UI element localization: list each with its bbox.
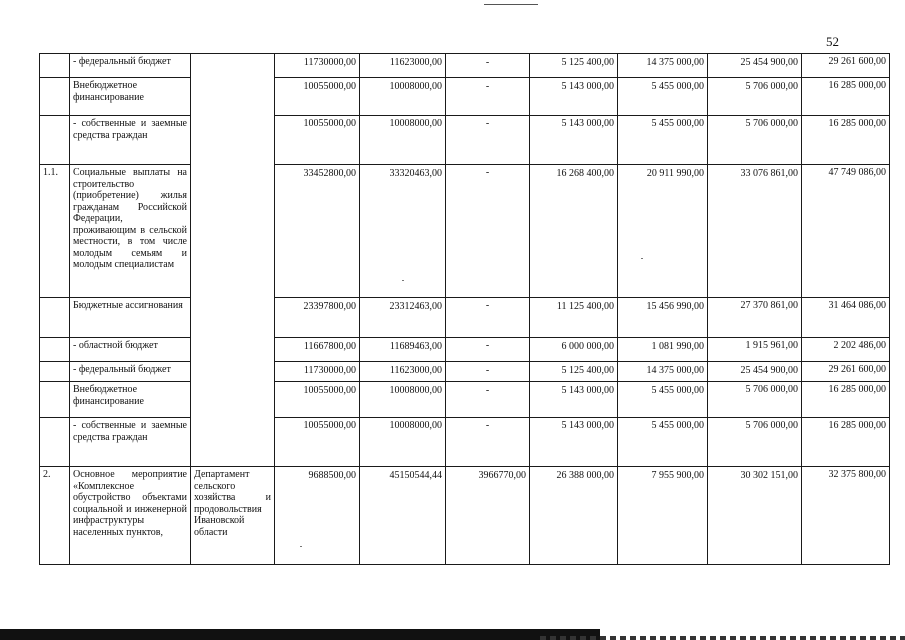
- value-2020: 47 749 086,00: [802, 165, 890, 298]
- table-row: [40, 78, 890, 116]
- row-index: [40, 362, 70, 382]
- value-2015: 10008000,00: [360, 116, 446, 165]
- value-2016: -: [446, 116, 530, 165]
- value-2018: 7 955 900,00: [618, 467, 708, 565]
- value-2014: 9688500,00: [275, 467, 360, 565]
- value-2016: -: [446, 78, 530, 116]
- value-2015: 10008000,00: [360, 418, 446, 467]
- table-row: [40, 418, 890, 467]
- value-2019: 25 454 900,00: [708, 54, 802, 78]
- value-2015: 45150544,44: [360, 467, 446, 565]
- value-2017: 11 125 400,00: [530, 298, 618, 338]
- row-index: [40, 298, 70, 338]
- top-rule: [484, 4, 538, 5]
- table-row: [40, 298, 890, 338]
- table-row: [40, 467, 890, 565]
- budget-table: [39, 53, 890, 565]
- value-2020: 2 202 486,00: [802, 338, 890, 362]
- value-2017: 5 125 400,00: [530, 54, 618, 78]
- value-2020: 29 261 600,00: [802, 362, 890, 382]
- value-2015: 11623000,00: [360, 362, 446, 382]
- value-2016: 3966770,00: [446, 467, 530, 565]
- row-index: [40, 54, 70, 78]
- row-label: Бюджетные ассигнования: [70, 298, 191, 338]
- value-2014: 10055000,00: [275, 78, 360, 116]
- value-2015: 23312463,00: [360, 298, 446, 338]
- value-2016: -: [446, 165, 530, 298]
- row-label: Внебюджетное финансирование: [70, 382, 191, 418]
- table-row: [40, 165, 890, 298]
- value-2019: 25 454 900,00: [708, 362, 802, 382]
- value-2016: -: [446, 418, 530, 467]
- value-2019: 27 370 861,00: [708, 298, 802, 338]
- value-2014: 11730000,00: [275, 54, 360, 78]
- row-label: - собственные и заемные средства граждан: [70, 116, 191, 165]
- page-number: 52: [826, 34, 839, 49]
- value-2019: 5 706 000,00: [708, 116, 802, 165]
- value-2019: 5 706 000,00: [708, 418, 802, 467]
- value-2016: -: [446, 338, 530, 362]
- row-label: Социальные выплаты на строительство (приобретение) жилья гражданам Российской Федерации, проживающим в сельской местности, в том числе молодым семьям и молодым специалистам: [70, 165, 191, 298]
- value-2016: -: [446, 362, 530, 382]
- value-2015: 11623000,00: [360, 54, 446, 78]
- value-2018: 14 375 000,00: [618, 54, 708, 78]
- row-index: [40, 418, 70, 467]
- value-2015: 33320463,00: [360, 165, 446, 298]
- row-index: 1.1.: [40, 165, 70, 298]
- scan-speck: [641, 258, 643, 259]
- value-2014: 11667800,00: [275, 338, 360, 362]
- value-2017: 16 268 400,00: [530, 165, 618, 298]
- value-2017: 5 143 000,00: [530, 78, 618, 116]
- value-2018: 5 455 000,00: [618, 418, 708, 467]
- value-2016: -: [446, 54, 530, 78]
- table-row: [40, 54, 890, 78]
- executor-cell: [191, 54, 275, 467]
- value-2017: 5 143 000,00: [530, 382, 618, 418]
- value-2020: 16 285 000,00: [802, 382, 890, 418]
- value-2020: 31 464 086,00: [802, 298, 890, 338]
- scan-edge-bar: [0, 629, 600, 640]
- value-2019: 5 706 000,00: [708, 78, 802, 116]
- value-2019: 1 915 961,00: [708, 338, 802, 362]
- value-2018: 15 456 990,00: [618, 298, 708, 338]
- value-2015: 10008000,00: [360, 78, 446, 116]
- value-2016: -: [446, 382, 530, 418]
- row-label: - федеральный бюджет: [70, 54, 191, 78]
- row-index: 2.: [40, 467, 70, 565]
- value-2016: -: [446, 298, 530, 338]
- value-2017: 5 143 000,00: [530, 418, 618, 467]
- value-2017: 5 143 000,00: [530, 116, 618, 165]
- executor-cell: Департамент сельского хозяйства и продовольствия Ивановской области: [191, 467, 275, 565]
- value-2018: 5 455 000,00: [618, 116, 708, 165]
- value-2018: 1 081 990,00: [618, 338, 708, 362]
- value-2014: 11730000,00: [275, 362, 360, 382]
- scan-edge-dash: [540, 636, 905, 640]
- value-2019: 30 302 151,00: [708, 467, 802, 565]
- row-label: - собственные и заемные средства граждан: [70, 418, 191, 467]
- scan-speck: [402, 280, 404, 281]
- value-2014: 10055000,00: [275, 418, 360, 467]
- row-label: Внебюджетное финансирование: [70, 78, 191, 116]
- value-2018: 20 911 990,00: [618, 165, 708, 298]
- value-2020: 16 285 000,00: [802, 78, 890, 116]
- value-2020: 16 285 000,00: [802, 418, 890, 467]
- row-index: [40, 116, 70, 165]
- value-2017: 5 125 400,00: [530, 362, 618, 382]
- table-row: [40, 116, 890, 165]
- value-2017: 6 000 000,00: [530, 338, 618, 362]
- table-row: [40, 362, 890, 382]
- row-index: [40, 382, 70, 418]
- row-label: - федеральный бюджет: [70, 362, 191, 382]
- value-2014: 10055000,00: [275, 382, 360, 418]
- value-2020: 16 285 000,00: [802, 116, 890, 165]
- value-2018: 14 375 000,00: [618, 362, 708, 382]
- scan-speck: [300, 546, 302, 547]
- value-2014: 23397800,00: [275, 298, 360, 338]
- value-2020: 29 261 600,00: [802, 54, 890, 78]
- value-2017: 26 388 000,00: [530, 467, 618, 565]
- table-row: [40, 382, 890, 418]
- row-label: - областной бюджет: [70, 338, 191, 362]
- row-label: Основное мероприятие «Комплексное обустройство объектами социальной и инженерной инфраструктуры населенных пунктов,: [70, 467, 191, 565]
- value-2015: 11689463,00: [360, 338, 446, 362]
- value-2018: 5 455 000,00: [618, 382, 708, 418]
- value-2015: 10008000,00: [360, 382, 446, 418]
- value-2019: 33 076 861,00: [708, 165, 802, 298]
- table-row: [40, 338, 890, 362]
- value-2014: 33452800,00: [275, 165, 360, 298]
- value-2019: 5 706 000,00: [708, 382, 802, 418]
- row-index: [40, 78, 70, 116]
- value-2014: 10055000,00: [275, 116, 360, 165]
- row-index: [40, 338, 70, 362]
- value-2020: 32 375 800,00: [802, 467, 890, 565]
- value-2018: 5 455 000,00: [618, 78, 708, 116]
